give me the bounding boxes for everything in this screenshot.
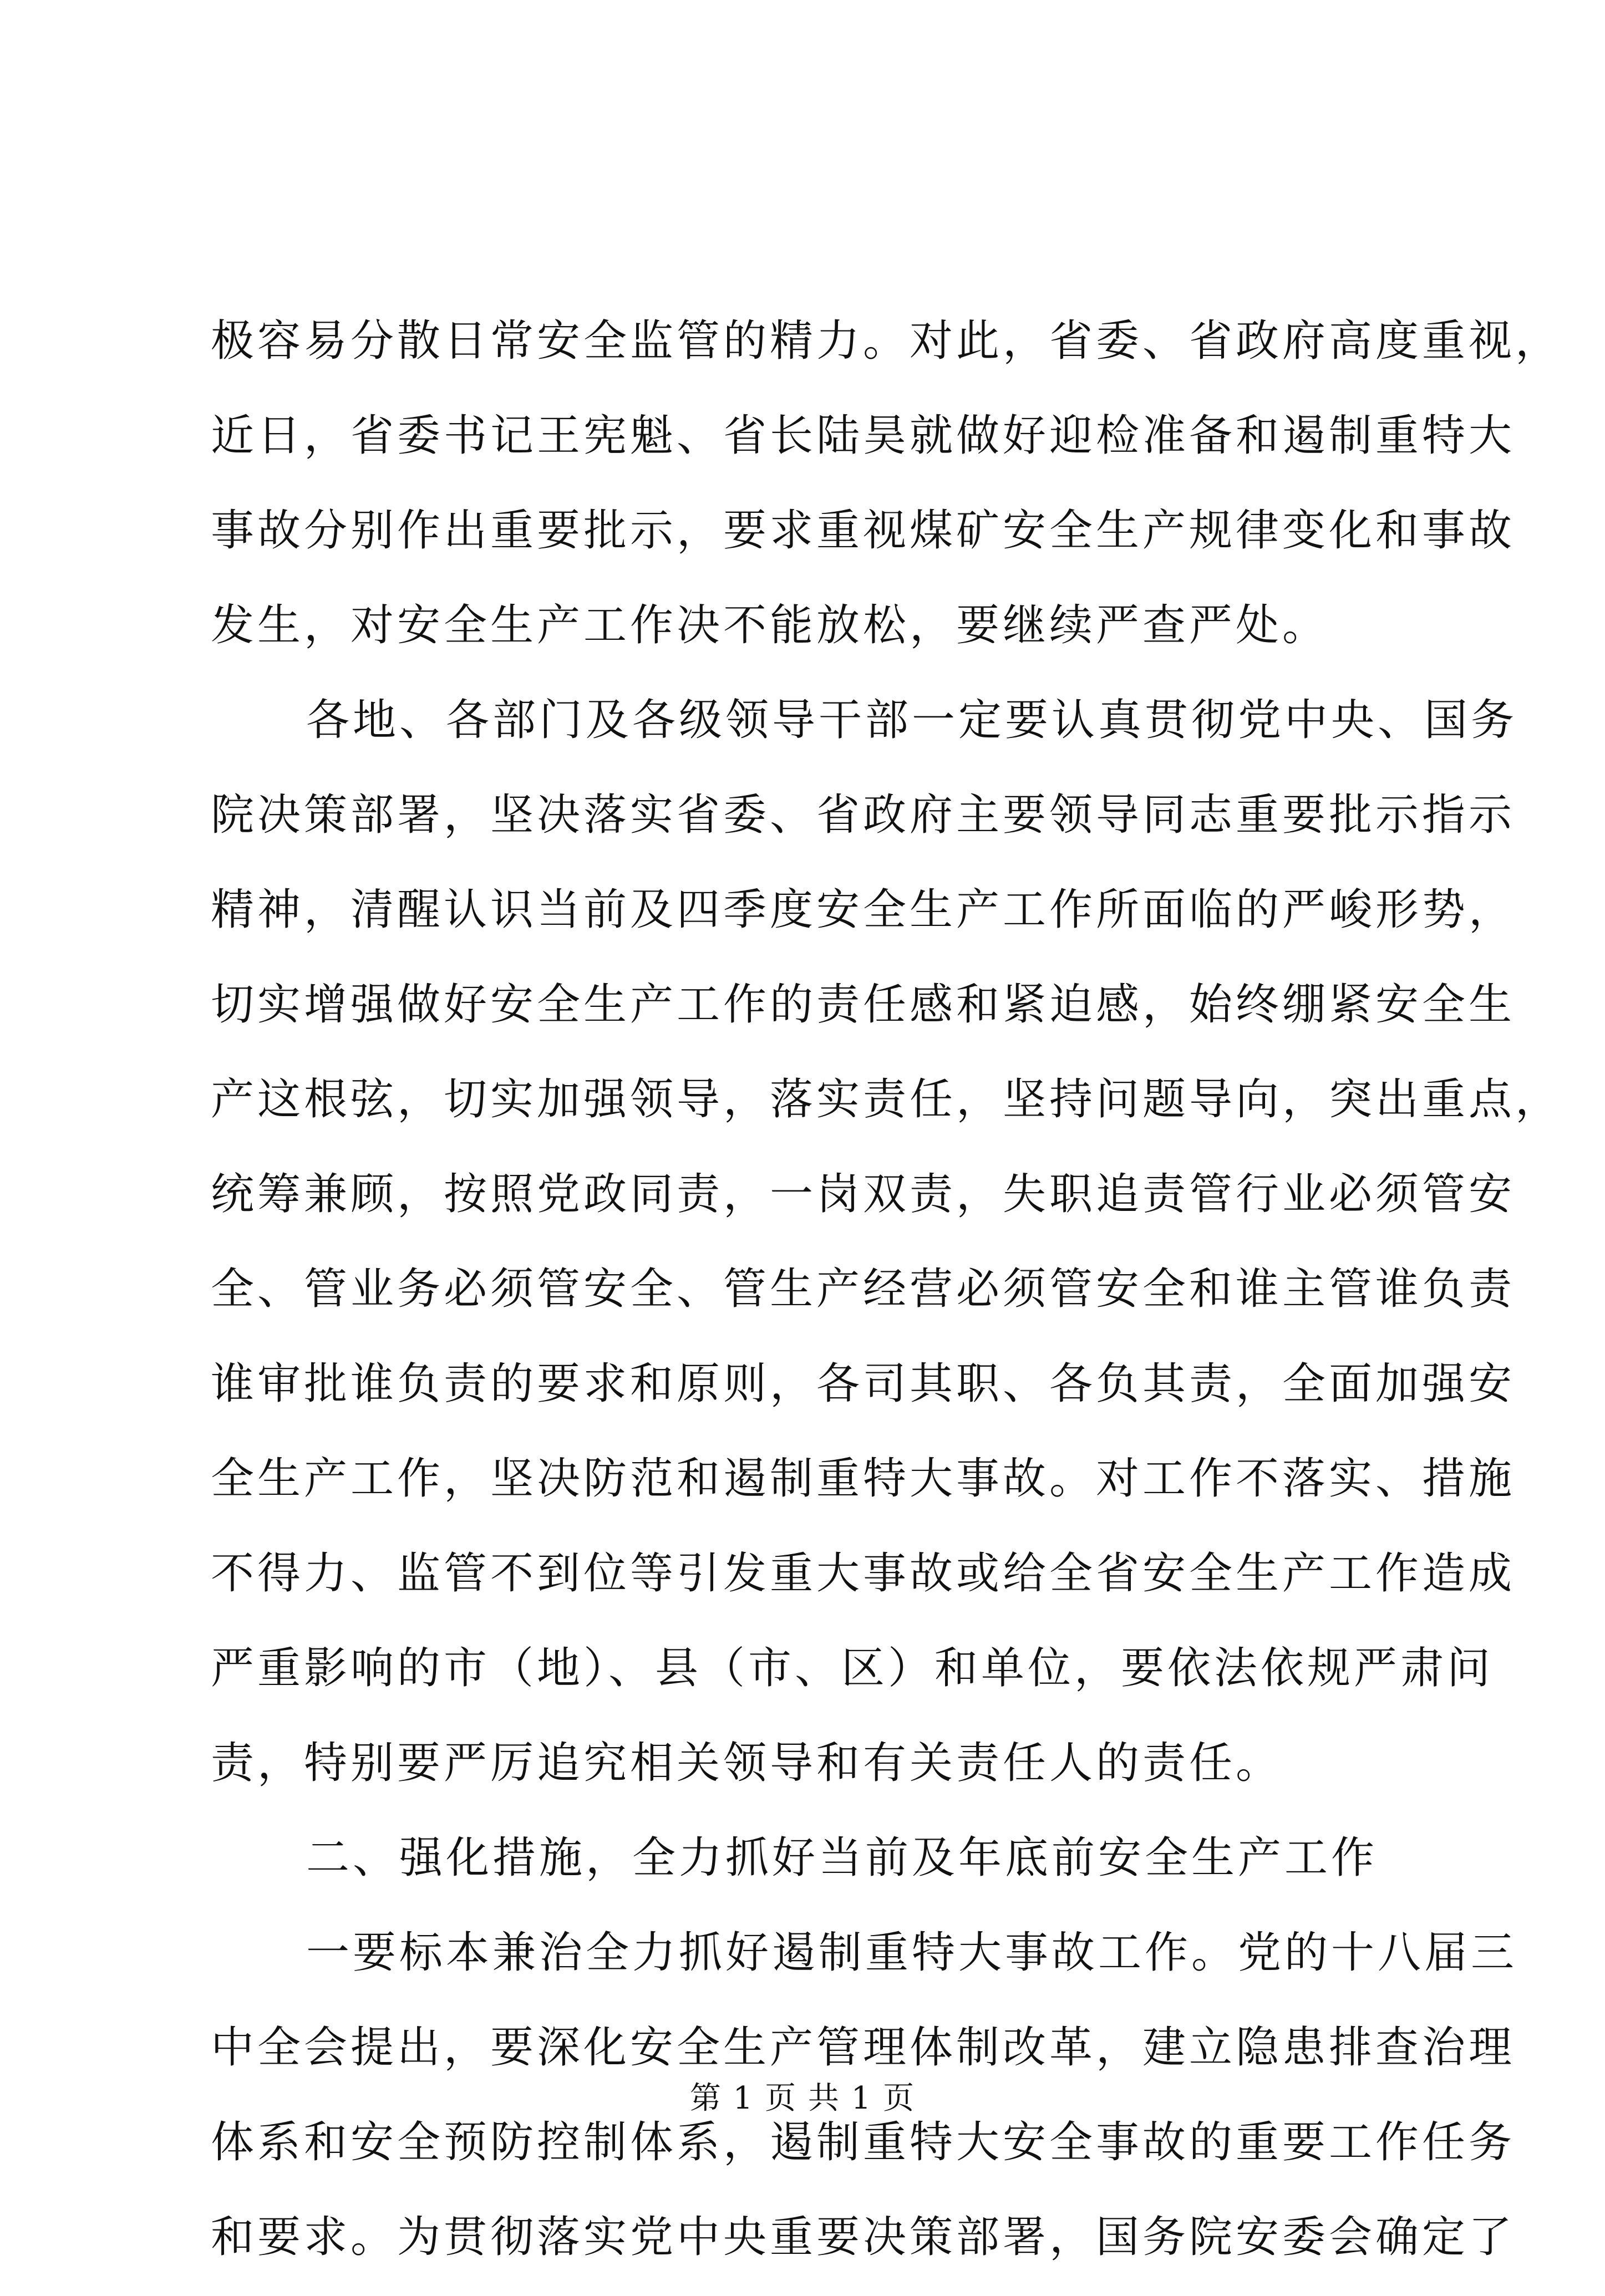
paragraph-first-line: 一要标本兼治全力抓好遏制重特大事故工作。党的十八届三 — [306, 1928, 1518, 1978]
text-line: 发生，对安全生产工作决不能放松，要继续严查严处。 — [211, 600, 1329, 650]
text-line: 精神，清醒认识当前及四季度安全生产工作所面临的严峻形势， — [211, 885, 1516, 935]
text-line: 切实增强做好安全生产工作的责任感和紧迫感，始终绷紧安全生 — [211, 980, 1516, 1030]
page-footer — [0, 2076, 1605, 2121]
text-line: 体系和安全预防控制体系，遏制重特大安全事故的重要工作任务 — [211, 2117, 1516, 2167]
text-line: 院决策部署，坚决落实省委、省政府主要领导同志重要批示指示 — [211, 790, 1516, 840]
document-body — [211, 305, 1562, 2296]
section-heading: 二、强化措施，全力抓好当前及年底前安全生产工作 — [306, 1833, 1378, 1883]
text-line: 全生产工作，坚决防范和遏制重特大事故。对工作不落实、措施 — [211, 1454, 1516, 1504]
text-line: 责，特别要严厉追究相关领导和有关责任人的责任。 — [211, 1738, 1283, 1788]
text-line: 不得力、监管不到位等引发重大事故或给全省安全生产工作造成 — [211, 1549, 1516, 1598]
text-line: 统筹兼顾，按照党政同责，一岗双责，失职追责管行业必须管安 — [211, 1169, 1516, 1219]
text-line: 严重影响的市（地）、县（市、区）和单位，要依法依规严肃问 — [211, 1643, 1494, 1693]
text-line: 和要求。为贯彻落实党中央重要决策部署，国务院安委会确定了 — [211, 2212, 1516, 2262]
paragraph-first-line: 各地、各部门及各级领导干部一定要认真贯彻党中央、国务 — [306, 695, 1518, 745]
text-line: 近日，省委书记王宪魁、省长陆昊就做好迎检准备和遏制重特大 — [211, 411, 1516, 461]
text-line: 全、管业务必须管安全、管生产经营必须管安全和谁主管谁负责 — [211, 1264, 1516, 1314]
text-line: 极容易分散日常安全监管的精力。对此，省委、省政府高度重视， — [211, 316, 1562, 366]
text-line: 谁审批谁负责的要求和原则，各司其职、各负其责，全面加强安 — [211, 1359, 1516, 1409]
text-line: 事故分别作出重要批示，要求重视煤矿安全生产规律变化和事故 — [211, 506, 1516, 556]
text-line: 中全会提出，要深化安全生产管理体制改革，建立隐患排查治理 — [211, 2023, 1516, 2073]
text-line: 产这根弦，切实加强领导，落实责任，坚持问题导向，突出重点， — [211, 1075, 1562, 1124]
page-number-label: 第 1 页 共 1 页 — [689, 2080, 916, 2116]
